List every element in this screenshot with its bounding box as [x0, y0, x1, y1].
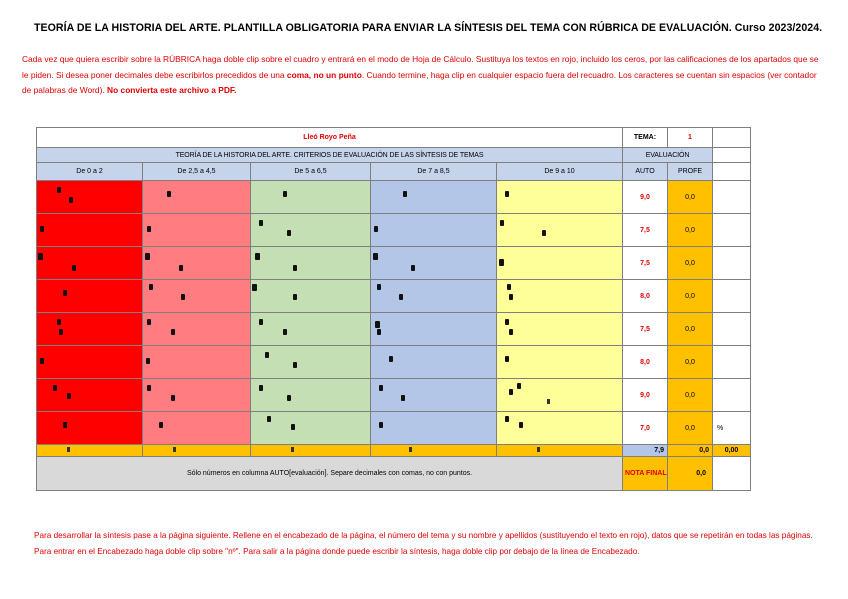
profe-score[interactable]: 0,0 [668, 214, 713, 247]
instructions-bold-1: coma, no un punto [286, 69, 362, 80]
criterion-row [37, 412, 751, 445]
evaluation-label: EVALUACIÓN [623, 148, 713, 163]
profe-score[interactable]: 0,0 [668, 247, 713, 280]
student-name-cell[interactable]: Lleó Royo Peña [37, 128, 623, 148]
criterion-row [37, 313, 751, 346]
sum-extra: 0,00 [713, 445, 751, 457]
footer-instructions: Para desarrollar la síntesis pase a la página siguiente. Rellene en el encabezado de la página, el número del tema y su nombre y apellidos (sustituyendo el texto en rojo), datos que se repetirán en todas las páginas. Para entrar en el Encabezado haga doble clip sobre "nº". Para salir a la página donde puede escribir la síntesis, haga doble clip por debajo de la línea de Encabezado. [34, 531, 813, 556]
rubric-table[interactable] [36, 127, 751, 491]
instructions-text-2: . Cuando termine, haga clip en cualquier espacio fuera del recuadro. Los caracteres se cuentan sin espacios (ver contador de palabras de Word). [22, 69, 817, 95]
criterion-row [37, 247, 751, 280]
range-header-4: De 9 a 10 [497, 163, 623, 181]
criterion-row [37, 181, 751, 214]
profe-score[interactable]: 0,0 [668, 313, 713, 346]
profe-score[interactable]: 0,0 [668, 181, 713, 214]
sum-auto: 7,9 [623, 445, 668, 457]
range-header-1: De 2,5 a 4,5 [143, 163, 251, 181]
criterion-row [37, 214, 751, 247]
note-text: Sólo números en columna AUTO[evaluación]. Separe decimales con comas, no con puntos. [37, 457, 623, 491]
tema-label: TEMA: [623, 128, 668, 148]
sum-profe: 0,0 [668, 445, 713, 457]
criteria-title: TEORÍA DE LA HISTORIA DEL ARTE. CRITERIOS DE EVALUACIÓN DE LAS SÍNTESIS DE TEMAS [37, 148, 623, 163]
range-header-0: De 0 a 2 [37, 163, 143, 181]
profe-score[interactable]: 0,0 [668, 346, 713, 379]
page-title: TEORÍA DE LA HISTORIA DEL ARTE. PLANTILLA OBLIGATORIA PARA ENVIAR LA SÍNTESIS DEL TEMA CON RÚBRICA DE EVALUACIÓN. Curso 2023/2024. [34, 22, 823, 34]
range-header-3: De 7 a 8,5 [371, 163, 497, 181]
criterion-row [37, 346, 751, 379]
auto-score[interactable]: 9,0 [623, 181, 668, 214]
profe-score[interactable]: 0,0 [668, 412, 713, 445]
auto-score[interactable]: 9,0 [623, 379, 668, 412]
auto-score[interactable]: 7,0 [623, 412, 668, 445]
instructions-bold-2: No convierta este archivo a PDF. [107, 85, 237, 95]
auto-score[interactable]: 8,0 [623, 280, 668, 313]
percent-mark: % [713, 412, 751, 445]
empty-cell [713, 148, 751, 163]
auto-header: AUTO [623, 163, 668, 181]
summary-row [37, 445, 751, 457]
profe-score[interactable]: 0,0 [668, 280, 713, 313]
profe-header: PROFE [668, 163, 713, 181]
empty-cell [713, 163, 751, 181]
empty-cell [713, 128, 751, 148]
auto-score[interactable]: 8,0 [623, 346, 668, 379]
nota-final-value: 0,0 [668, 457, 713, 491]
empty-cell [713, 457, 751, 491]
tema-value[interactable]: 1 [668, 128, 713, 148]
instructions-text-1: Cada vez que quiera escribir sobre la RÚBRICA haga doble clip sobre el cuadro y entrará en el modo de Hoja de Cálculo. Sustituya los textos en rojo, incluido los ceros, por las calificaciones de los apartados que se le piden. Si desea poner decimales debe escribirlos precedidos de una [22, 54, 819, 80]
criterion-row [37, 280, 751, 313]
auto-score[interactable]: 7,5 [623, 313, 668, 346]
auto-score[interactable]: 7,5 [623, 214, 668, 247]
nota-final-label: NOTA FINAL [623, 457, 668, 491]
criterion-row [37, 379, 751, 412]
instructions [22, 52, 822, 99]
range-header-2: De 5 a 6,5 [251, 163, 371, 181]
profe-score[interactable]: 0,0 [668, 379, 713, 412]
auto-score[interactable]: 7,5 [623, 247, 668, 280]
